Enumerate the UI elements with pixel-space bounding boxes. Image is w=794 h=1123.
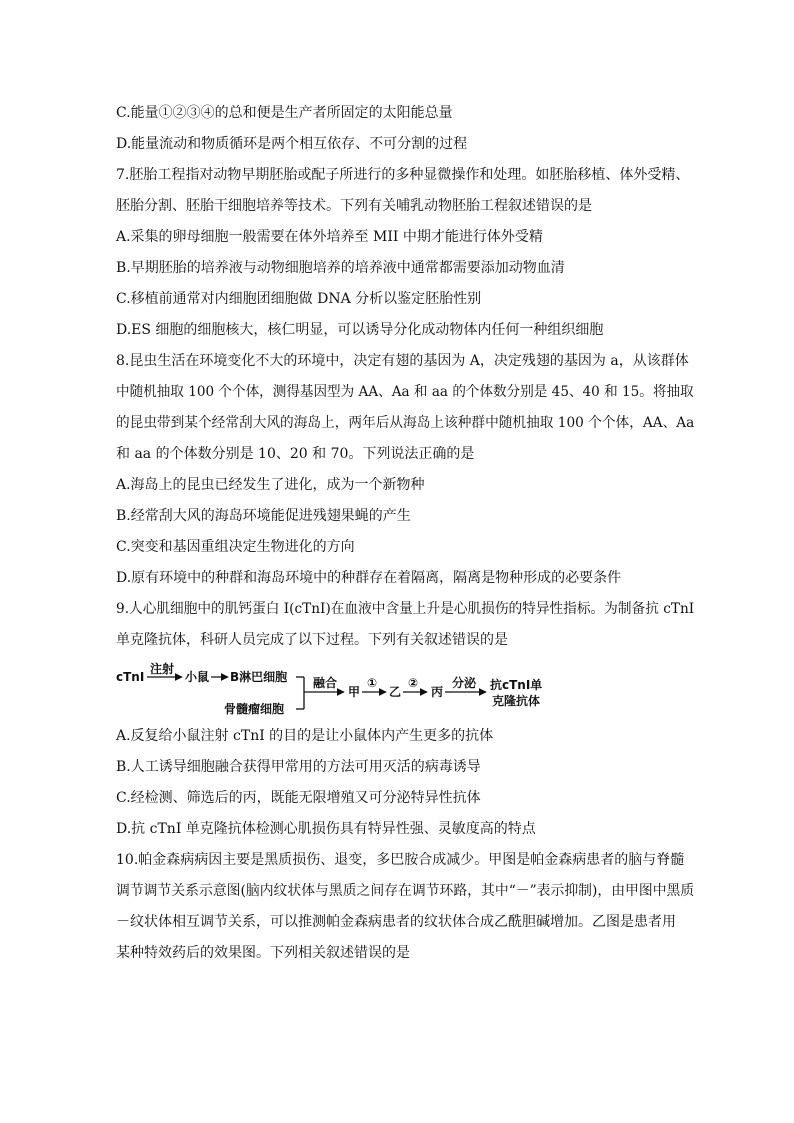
question-9-line-1: 9.人心肌细胞中的肌钙蛋白 I(cTnI)在血液中含量上升是心肌损伤的特异性指标。为制备抗 cTnI [116, 601, 695, 617]
flow-fuse-label: 融合 [313, 676, 338, 690]
option-9b: B.人工诱导细胞融合获得甲常用的方法可用灭活的病毒诱导 [116, 759, 481, 775]
flow-antibody-line-1: 抗cTnI单 [490, 678, 543, 692]
option-7a: A.采集的卵母细胞一般需要在体外培养至 MII 中期才能进行体外受精 [116, 229, 543, 245]
option-8c: C.突变和基因重组决定生物进化的方向 [116, 539, 355, 555]
option-8a: A.海岛上的昆虫已经发生了进化，成为一个新物种 [116, 477, 425, 493]
option-7b: B.早期胚胎的培养液与动物细胞培养的培养液中通常都需要添加动物血清 [116, 260, 565, 276]
option-9a: A.反复给小鼠注射 cTnI 的目的是让小鼠体内产生更多的抗体 [116, 728, 494, 744]
question-10-line-1: 10.帕金森病病因主要是黑质损伤、退变，多巴胺合成减少。甲图是帕金森病患者的脑与脊髓 [116, 852, 685, 868]
flow-step-1-label: ① [367, 676, 378, 690]
question-10-line-4: 某种特效药后的效果图。下列相关叙述错误的是 [116, 945, 410, 961]
flow-b-lymphocyte: B淋巴细胞 [230, 670, 288, 684]
flow-antibody-line-2: 克隆抗体 [492, 694, 541, 708]
option-6d: D.能量流动和物质循环是两个相互依存、不可分割的过程 [116, 136, 468, 152]
question-8-line-1: 8.昆虫生活在环境变化不大的环境中，决定有翅的基因为 A，决定残翅的基因为 a，从该群体 [116, 353, 689, 369]
flow-myeloma-cell: 骨髓瘤细胞 [224, 702, 285, 716]
question-10-line-3: －纹状体相互调节关系，可以推测帕金森病患者的纹状体合成乙酰胆碱增加。乙图是患者用 [116, 914, 676, 930]
option-9d: D.抗 cTnI 单克隆抗体检测心肌损伤具有特异性强、灵敏度高的特点 [116, 821, 536, 837]
question-10-line-2: 调节调节关系示意图(脑内纹状体与黑质之间存在调节环路，其中“－”表示抑制)，由甲图中黑质 [116, 883, 695, 899]
option-8b: B.经常刮大风的海岛环境能促进残翅果蝇的产生 [116, 508, 411, 524]
question-8-line-2: 中随机抽取 100 个个体，测得基因型为 AA、Aa 和 aa 的个体数分别是 45、40 和 15。将抽取 [116, 384, 694, 400]
option-9c: C.经检测、筛选后的丙，既能无限增殖又可分泌特异性抗体 [116, 790, 481, 806]
flow-secrete-label: 分泌 [452, 676, 477, 690]
option-6c: C.能量①②③④的总和便是生产者所固定的太阳能总量 [116, 105, 453, 121]
flowchart-arrows [114, 662, 554, 720]
flow-mouse: 小鼠 [185, 670, 210, 684]
flow-inject-label: 注射 [150, 662, 175, 676]
question-8-line-4: 和 aa 的个体数分别是 10、20 和 70。下列说法正确的是 [116, 446, 475, 462]
flow-yi: 乙 [389, 685, 402, 699]
option-8d: D.原有环境中的种群和海岛环境中的种群存在着隔离，隔离是物种形成的必要条件 [116, 570, 622, 586]
option-7c: C.移植前通常对内细胞团细胞做 DNA 分析以鉴定胚胎性别 [116, 291, 482, 307]
question-7-line-2: 胚胎分割、胚胎干细胞培养等技术。下列有关哺乳动物胚胎工程叙述错误的是 [116, 198, 592, 214]
question-8-line-3: 的昆虫带到某个经常刮大风的海岛上，两年后从海岛上该种群中随机抽取 100 个个体，AA、Aa [116, 415, 695, 431]
question-7-line-1: 7.胚胎工程指对动物早期胚胎或配子所进行的多种显微操作和处理。如胚胎移植、体外受精、 [116, 167, 690, 183]
flow-step-2-label: ② [408, 676, 419, 690]
question-9-line-2: 单克隆抗体，科研人员完成了以下过程。下列有关叙述错误的是 [116, 632, 508, 648]
flow-bing: 丙 [431, 685, 444, 699]
option-7d: D.ES 细胞的细胞核大，核仁明显，可以诱导分化成动物体内任何一种组织细胞 [116, 322, 604, 338]
flow-ctni: cTnI [116, 670, 145, 684]
flow-jia: 甲 [348, 685, 361, 699]
monoclonal-antibody-flowchart [114, 662, 554, 720]
